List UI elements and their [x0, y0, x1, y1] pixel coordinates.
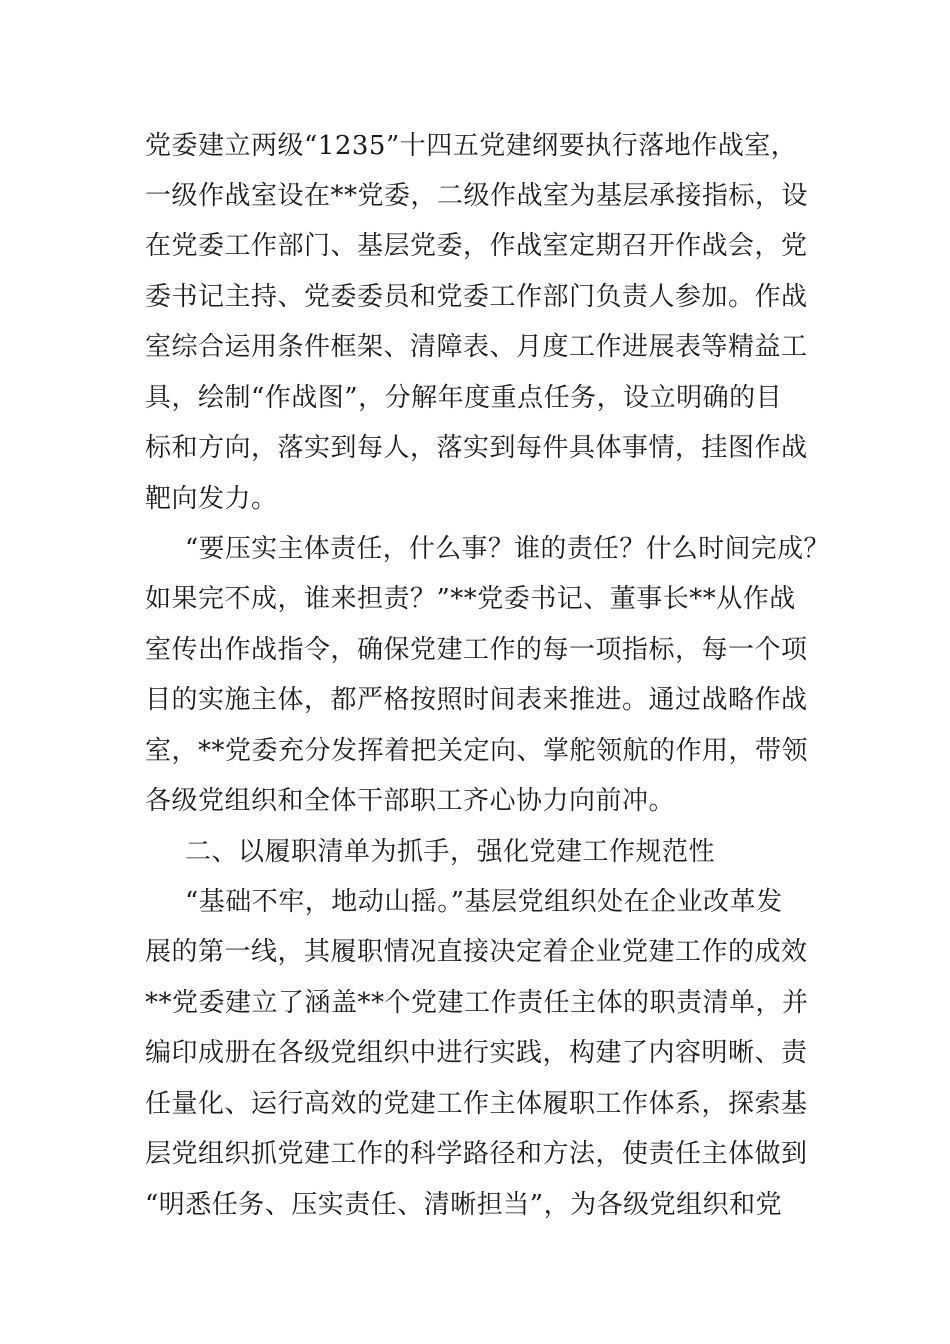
text-line-3: 在党委工作部门、基层党委，作战室定期召开作战会，党 — [145, 231, 808, 261]
text-line-20: 任量化、运行高效的党建工作主体履职工作体系，探索基 — [145, 1089, 808, 1119]
text-line-9: “要压实主体责任，什么事？谁的责任？什么时间完成？ — [185, 534, 830, 564]
text-line-21: 层党组织抓党建工作的科学路径和方法，使责任主体做到 — [145, 1139, 808, 1169]
text-line-10: 如果完不成，谁来担责？”**党委书记、董事长**从作战 — [145, 584, 796, 614]
text-line-16: “基础不牢，地动山摇。”基层党组织处在企业改革发 — [185, 887, 783, 917]
text-line-19: 编印成册在各级党组织中进行实践，构建了内容明晰、责 — [145, 1038, 808, 1068]
text-line-13: 室，**党委充分发挥着把关定向、掌舵领航的作用，带领 — [145, 736, 809, 766]
text-line-2: 一级作战室设在**党委，二级作战室为基层承接指标，设 — [145, 181, 809, 211]
text-line-5: 室综合运用条件框架、清障表、月度工作进展表等精益工 — [145, 332, 808, 362]
text-line-22: “明悉任务、压实责任、清晰担当”，为各级党组织和党 — [145, 1190, 783, 1220]
text-line-12: 目的实施主体，都严格按照时间表来推进。通过战略作战 — [145, 685, 808, 715]
text-line-7: 标和方向，落实到每人，落实到每件具体事情，挂图作战 — [145, 433, 808, 463]
text-line-1: 党委建立两级“1235”十四五党建纲要执行落地作战室， — [145, 131, 798, 161]
text-line-18: **党委建立了涵盖**个党建工作责任主体的职责清单，并 — [145, 988, 809, 1018]
section-heading: 二、以履职清单为抓手，强化党建工作规范性 — [185, 837, 716, 867]
text-line-8: 靶向发力。 — [145, 484, 278, 514]
text-line-17: 展的第一线，其履职情况直接决定着企业党建工作的成效 — [145, 937, 808, 967]
text-line-6: 具，绘制“作战图”，分解年度重点任务，设立明确的目 — [145, 383, 783, 413]
text-line-14: 各级党组织和全体干部职工齐心协力向前冲。 — [145, 786, 676, 816]
text-line-11: 室传出作战指令，确保党建工作的每一项指标，每一个项 — [145, 635, 808, 665]
text-line-4: 委书记主持、党委委员和党委工作部门负责人参加。作战 — [145, 282, 808, 312]
